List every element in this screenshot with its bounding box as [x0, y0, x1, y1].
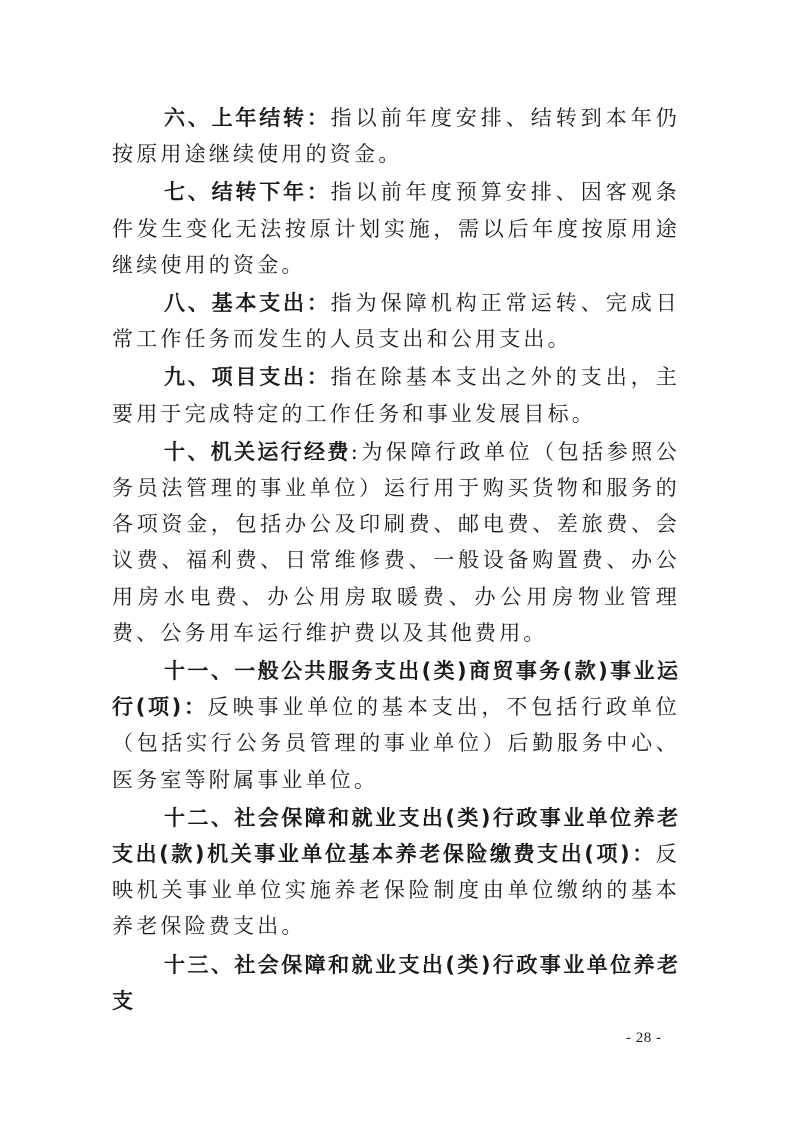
- paragraph-8-heading: 八、基本支出：: [164, 291, 331, 316]
- paragraph-6-body: 指以前年度安排、结转到本年仍按原用途继续使用的资金。: [112, 106, 680, 167]
- paragraph-8-body: 指为保障机构正常运转、完成日常工作任务而发生的人员支出和公用支出。: [112, 291, 680, 352]
- paragraph-10-body: :为保障行政单位（包括参照公务员法管理的事业单位）运行用于购买货物和服务的各项资金，包括办公及印刷费、邮电费、差旅费、会议费、福利费、日常维修费、一般设备购置费、办公用房水电费、办公用房取暖费、办公用房物业管理费、公务用车运行维护费以及其他费用。: [112, 439, 681, 645]
- paragraph-6: [112, 100, 680, 172]
- page-number: - 28 -: [626, 1030, 662, 1046]
- paragraph-7-heading: 七、结转下年：: [164, 180, 331, 205]
- paragraph-9-heading: 九、项目支出：: [164, 365, 331, 390]
- paragraph-10-heading: 十、机关运行经费: [164, 439, 351, 464]
- paragraph-9: [112, 359, 680, 431]
- paragraph-12: [112, 800, 680, 945]
- paragraph-12-heading: 十二、社会保障和就业支出(类)行政事业单位养老支出(款)机关事业单位基本养老保险缴费支出(项)：: [112, 805, 680, 867]
- paragraph-13: [112, 947, 680, 1019]
- paragraph-7: [112, 174, 680, 283]
- document-body: [112, 100, 680, 1019]
- paragraph-6-heading: 六、上年结转：: [164, 106, 331, 130]
- paragraph-7-body: 指以前年度预算安排、因客观条件发生变化无法按原计划实施，需以后年度按原用途继续使用的资金。: [112, 180, 680, 277]
- paragraph-11-body: 反映事业单位的基本支出，不包括行政单位（包括实行公务员管理的事业单位）后勤服务中心、医务室等附属事业单位。: [112, 695, 680, 792]
- paragraph-11: [112, 653, 680, 798]
- paragraph-8: [112, 285, 680, 357]
- paragraph-12-body: 反映机关事业单位实施养老保险制度由单位缴纳的基本养老保险费支出。: [112, 842, 680, 939]
- paragraph-10: [112, 434, 680, 651]
- paragraph-9-body: 指在除基本支出之外的支出，主要用于完成特定的工作任务和事业发展目标。: [112, 365, 680, 426]
- paragraph-13-heading: 十三、社会保障和就业支出(类)行政事业单位养老支: [112, 952, 680, 1013]
- paragraph-11-heading: 十一、一般公共服务支出(类)商贸事务(款)事业运行(项)：: [112, 659, 680, 720]
